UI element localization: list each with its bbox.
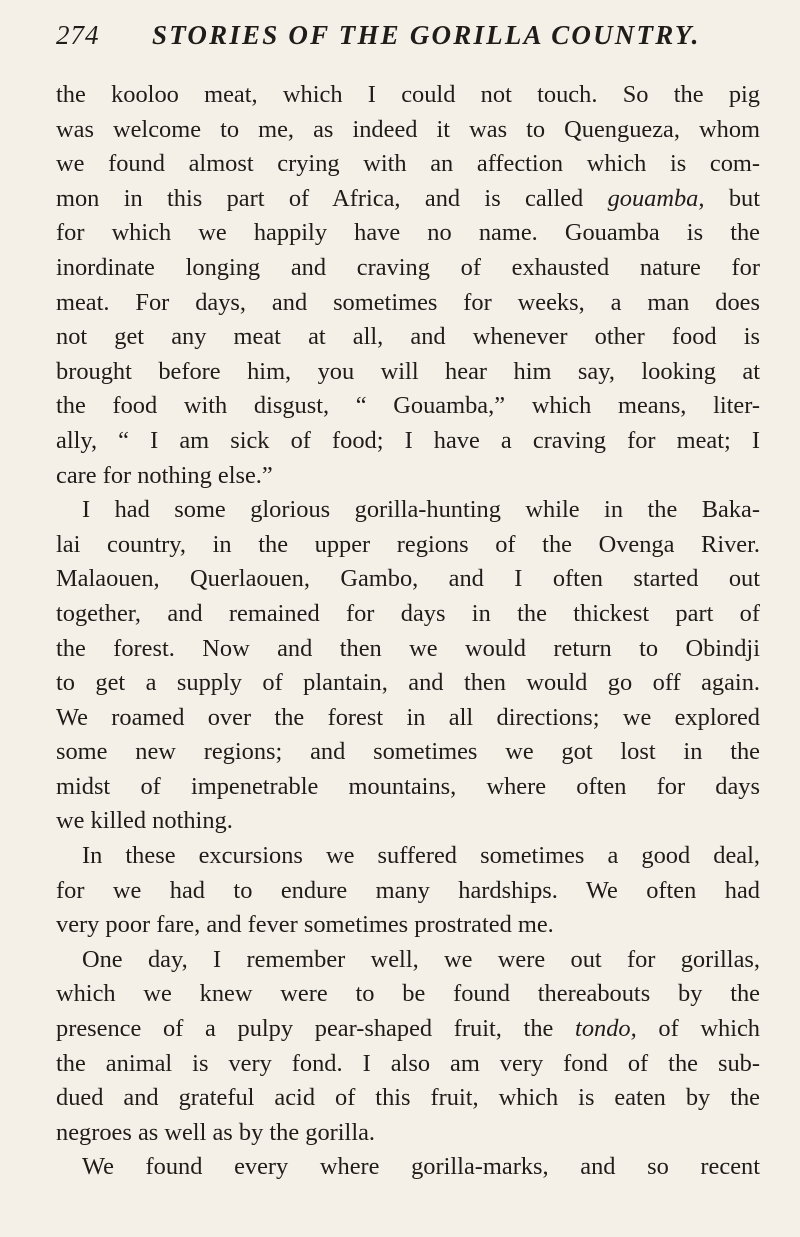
text-line xyxy=(56,701,760,736)
text-segment: we found almost crying with an affection which is com- xyxy=(56,150,760,178)
text-segment: Malaouen, Querlaouen, Gambo, and I often started out xyxy=(56,565,760,593)
text-line xyxy=(56,389,760,424)
text-line xyxy=(56,493,760,528)
text-segment: ally, “ I am sick of food; I have a craving for meat; I xyxy=(56,426,760,454)
text-segment: for which we happily have no name. Gouamba is the xyxy=(56,219,760,247)
text-line xyxy=(56,1012,760,1047)
body-text xyxy=(56,78,760,1185)
italic-word: tondo, xyxy=(575,1015,637,1043)
text-segment: care for nothing else.” xyxy=(56,461,273,489)
text-line xyxy=(56,735,760,770)
text-segment: We roamed over the forest in all directions; we explored xyxy=(56,703,760,731)
text-segment: presence of a pulpy pear-shaped fruit, the xyxy=(56,1015,576,1043)
text-line xyxy=(56,1116,760,1151)
page-number: 274 xyxy=(56,20,100,50)
text-segment: dued and grateful acid of this fruit, which is eaten by the xyxy=(56,1084,760,1112)
text-segment: the forest. Now and then we would return to Obindji xyxy=(56,634,760,662)
text-line xyxy=(56,528,760,563)
text-line xyxy=(56,78,760,113)
text-segment: very poor fare, and fever sometimes prostrated me. xyxy=(56,911,554,939)
text-segment: the kooloo meat, which I could not touch. So the pig xyxy=(56,81,760,108)
text-line xyxy=(56,908,760,943)
text-line xyxy=(56,355,760,390)
italic-word: gouamba, xyxy=(607,184,705,212)
text-line xyxy=(56,286,760,321)
text-line xyxy=(56,839,760,874)
text-segment: the animal is very fond. I also am very fond of the sub- xyxy=(56,1049,760,1077)
text-segment: which we knew were to be found thereabouts by the xyxy=(56,980,760,1008)
text-segment: we killed nothing. xyxy=(56,807,233,835)
text-segment: negroes as well as by the gorilla. xyxy=(56,1118,376,1146)
text-line xyxy=(56,943,760,978)
text-line xyxy=(56,874,760,909)
text-segment: meat. For days, and sometimes for weeks, a man does xyxy=(56,288,760,316)
text-line xyxy=(56,770,760,805)
text-line xyxy=(56,666,760,701)
text-line xyxy=(56,182,760,217)
text-segment: together, and remained for days in the thickest part of xyxy=(56,599,760,627)
text-segment: to get a supply of plantain, and then would go off again. xyxy=(56,669,760,697)
text-line xyxy=(56,1047,760,1082)
text-line xyxy=(56,632,760,667)
text-segment: One day, I remember well, we were out for gorillas, xyxy=(82,945,760,973)
text-line xyxy=(56,459,760,494)
text-line xyxy=(56,804,760,839)
text-segment: was welcome to me, as indeed it was to Quengueza, whom xyxy=(56,115,760,143)
text-segment: In these excursions we suffered sometimes a good deal, xyxy=(82,842,760,870)
text-segment: inordinate longing and craving of exhausted nature for xyxy=(56,253,760,281)
text-line xyxy=(56,251,760,286)
text-line xyxy=(56,113,760,148)
text-segment: of which xyxy=(636,1015,761,1043)
text-line xyxy=(56,1081,760,1116)
running-title: STORIES OF THE GORILLA COUNTRY. xyxy=(152,20,701,50)
page-header xyxy=(56,18,776,58)
text-line xyxy=(56,562,760,597)
text-line xyxy=(56,320,760,355)
text-line xyxy=(56,977,760,1012)
text-segment: lai country, in the upper regions of the Ovenga River. xyxy=(56,530,760,558)
text-segment: some new regions; and sometimes we got lost in the xyxy=(56,738,760,766)
text-line xyxy=(56,147,760,182)
text-segment: but xyxy=(704,184,760,212)
text-segment: I had some glorious gorilla-hunting while in the Baka- xyxy=(82,496,760,524)
text-segment: mon in this part of Africa, and is called xyxy=(56,184,608,212)
text-segment: not get any meat at all, and whenever other food is xyxy=(56,323,760,351)
text-segment: the food with disgust, “ Gouamba,” which means, liter- xyxy=(56,392,760,420)
text-line xyxy=(56,216,760,251)
text-segment: brought before him, you will hear him say, looking at xyxy=(56,357,760,385)
text-line xyxy=(56,597,760,632)
text-line xyxy=(56,1150,760,1185)
text-segment: midst of impenetrable mountains, where often for days xyxy=(56,772,760,800)
text-segment: We found every where gorilla-marks, and so recent xyxy=(82,1153,760,1181)
text-line xyxy=(56,424,760,459)
text-segment: for we had to endure many hardships. We often had xyxy=(56,876,760,904)
